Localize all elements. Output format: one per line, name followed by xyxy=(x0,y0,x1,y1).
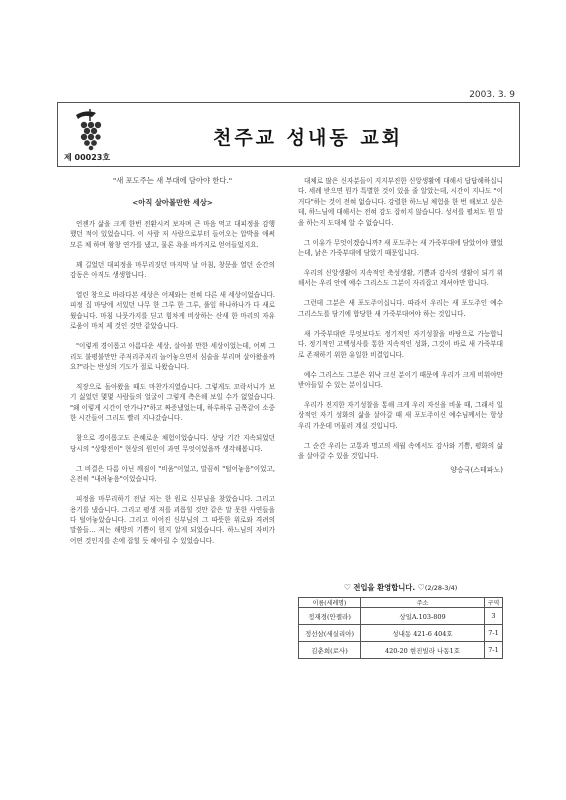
paragraph: 그 이유가 무엇이겠습니까? 새 포도주는 새 가죽부대에 담았어야 했었는데, 낡은 가죽부대에 담았기 때문입니다. xyxy=(298,238,503,258)
cell-name: 김춘희(로사) xyxy=(299,642,361,659)
paragraph: 그 비결은 다름 아닌 깨짐이 "비움"이었고, 말끔히 "털어놓음"이었고, 온전히 "내려놓음"이었습니다. xyxy=(70,464,275,484)
header-district: 구역 xyxy=(485,598,503,608)
issue-number: 제 00023호 xyxy=(64,153,111,162)
grape-logo-icon xyxy=(66,107,114,151)
cell-name: 정재경(안젤라) xyxy=(299,608,361,625)
author-signature: 양승국(스테파노) xyxy=(450,465,503,474)
paragraph: 우리의 신앙생활이 지속적인 축성생활, 기쁨과 감사의 생활이 되기 위해서는 우리 안에 예수 그리스도 그분이 자리잡고 계셔야만 합니다. xyxy=(298,269,503,288)
paragraph: 열린 창으로 바라다본 세상은 어제와는 전혀 다른 새 세상이었습니다. 피정 집 마당에 서있던 나무 한 그루 한 그루, 풀잎 하나하나가 다 새로웠습니다. 마침 나뭇가지를 딛고 힘차게 비상하는 산새 한 마리의 자유로움이 마치 제 것인 것만 같았습니다. xyxy=(70,291,275,331)
paragraph: 우리가 진지한 자기성찰을 통해 크게 우리 자신을 비울 때, 그래서 일상적인 자기 성화의 삶을 살아갈 때 새 포도주이신 예수님께서는 항상 우리 가운데 머물러 계실 것입니다. xyxy=(298,401,503,430)
issue-date: 2003. 3. 9 xyxy=(469,90,515,100)
welcome-section xyxy=(298,583,503,659)
cell-address: 상일A.103-809 xyxy=(361,608,485,625)
paragraph: 대체로 많은 신자분들이 지지부진한 신앙생활에 대해서 답답해하십니다. 세례 받으면 뭔가 특별한 것이 있을 줄 알았는데, 시간이 지나도 "이거다"하는 것이 전혀 없습니다. 강렬한 하느님 체험을 한 번 해보고 싶은데, 하느님에 대해서는 전혀 감도 잡히지 않습니다. 성서를 펼쳐도 뭔 말을 하는지 도대체 알 수 없습니다. xyxy=(298,177,503,227)
paragraph: 그 순간 우리는 고통과 명고의 세월 속에서도 감사와 기쁨, 평화의 삶을 살아갈 수 있을 것입니다. xyxy=(298,441,503,461)
headline-quote: "새 포도주는 새 부대에 담아야 한다." xyxy=(112,176,233,185)
masthead-box xyxy=(57,102,520,167)
table-row xyxy=(299,642,503,659)
cell-address: 420-20 현진빌라 나동1호 xyxy=(361,642,485,659)
header-name: 이름(세례명) xyxy=(299,598,361,608)
newcomer-table xyxy=(298,597,503,659)
paragraph: 꽤 길었던 대피정을 마무리짓던 마지막 날 아침, 창문을 열던 순간의 감동은 아직도 생생합니다. xyxy=(70,260,275,280)
paragraph: "이렇게 경이롭고 아름다운 세상, 살아볼 만한 세상이었는데, 어찌 그리도 불평불만만 주저리주저리 늘어놓으면서 심술을 부리며 살아왔을까요?"라는 반성의 기도가 절로 나왔습니다. xyxy=(70,342,275,372)
heart-icon: ♡ xyxy=(343,583,351,592)
paragraph: 피정을 마무리하기 전날 저는 한 원로 신부님을 찾았습니다. 그리고 용기를 냈습니다. 그리고 평생 저를 괴롭힐 것만 같은 말 못한 사연들을 다 털어놓았습니다. 그리고 이어진 신부님의 그 따뜻한 위로와 격려의 말씀들... 저는 해방의 기쁨이 뭔지 알게 되었습니다. 하느님의 자비가 어떤 것인지를 손에 잡힐 듯 헤아릴 수 있었습니다. xyxy=(70,495,275,545)
paragraph: 그런데 그분은 새 포도주이십니다. 따라서 우리는 새 포도주인 예수 그리스도를 담기에 합당한 새 가죽부대여야 하는 것입니다. xyxy=(298,299,503,318)
table-row xyxy=(299,608,503,625)
welcome-date-range: (2/28-3/4) xyxy=(424,584,458,592)
paragraph: 예수 그리스도 그분은 위낙 크신 분이기 때문에 우리가 크게 비워야만 받아들일 수 있는 분이십니다. xyxy=(298,370,503,390)
table-header-row xyxy=(299,598,503,608)
left-column xyxy=(70,176,275,556)
paragraph: 직장으로 돌아왔을 때도 마찬가지였습니다. 그렇게도 꼬락서니가 보기 싫었던 몇몇 사람들의 얼굴이 그렇게 측은해 보일 수가 없었습니다. "왜 이렇게 시간이 안가나?"하고 짜증냈었는데, 하루하루 금쪽같이 소중한 시간들이 그리도 빨리 지나갔습니다. xyxy=(70,383,275,423)
paragraph: 참으로 경이롭고도 은혜로운 체험이었습니다. 상당 기간 지속되었던 당시의 "상황전이" 현상의 원인이 과연 무엇이었을까 생각해봅니다. xyxy=(70,434,275,453)
welcome-heading: 전입을 환영합니다. xyxy=(353,583,416,592)
header-address: 주소 xyxy=(361,598,485,608)
paragraph: 새 가죽부대란 무엇보다도 정기적인 자기성찰을 바탕으로 가능합니다. 정기적인 고백성사를 통한 지속적인 성화, 그것이 바로 새 가죽부대로 존재하기 위한 유일한 비결입니다. xyxy=(298,329,503,359)
cell-district: 3 xyxy=(485,608,503,625)
cell-name: 정선삼(세실리아) xyxy=(299,625,361,642)
subtitle: <아직 살아볼만한 세상> xyxy=(132,198,213,208)
table-row xyxy=(299,625,503,642)
paragraph: 언젠가 삶을 크게 한번 전환시켜 보자며 큰 마음 먹고 대피정을 감행했던 적이 있었습니다. 이 사람 저 사람으로부터 들어오는 압박을 애써 모른 체 하며 왕창 연가를 냈고, 물론 욕을 바가지로 얻어들었지요. xyxy=(70,219,275,249)
parish-name: 천주교 성내동 교회 xyxy=(212,127,404,149)
heart-icon: ♡ xyxy=(417,583,425,592)
cell-address: 성내동 421-6 404호 xyxy=(361,625,485,642)
cell-district: 7-1 xyxy=(485,625,503,642)
right-column xyxy=(298,176,503,475)
welcome-title xyxy=(298,583,503,593)
cell-district: 7-1 xyxy=(485,642,503,659)
